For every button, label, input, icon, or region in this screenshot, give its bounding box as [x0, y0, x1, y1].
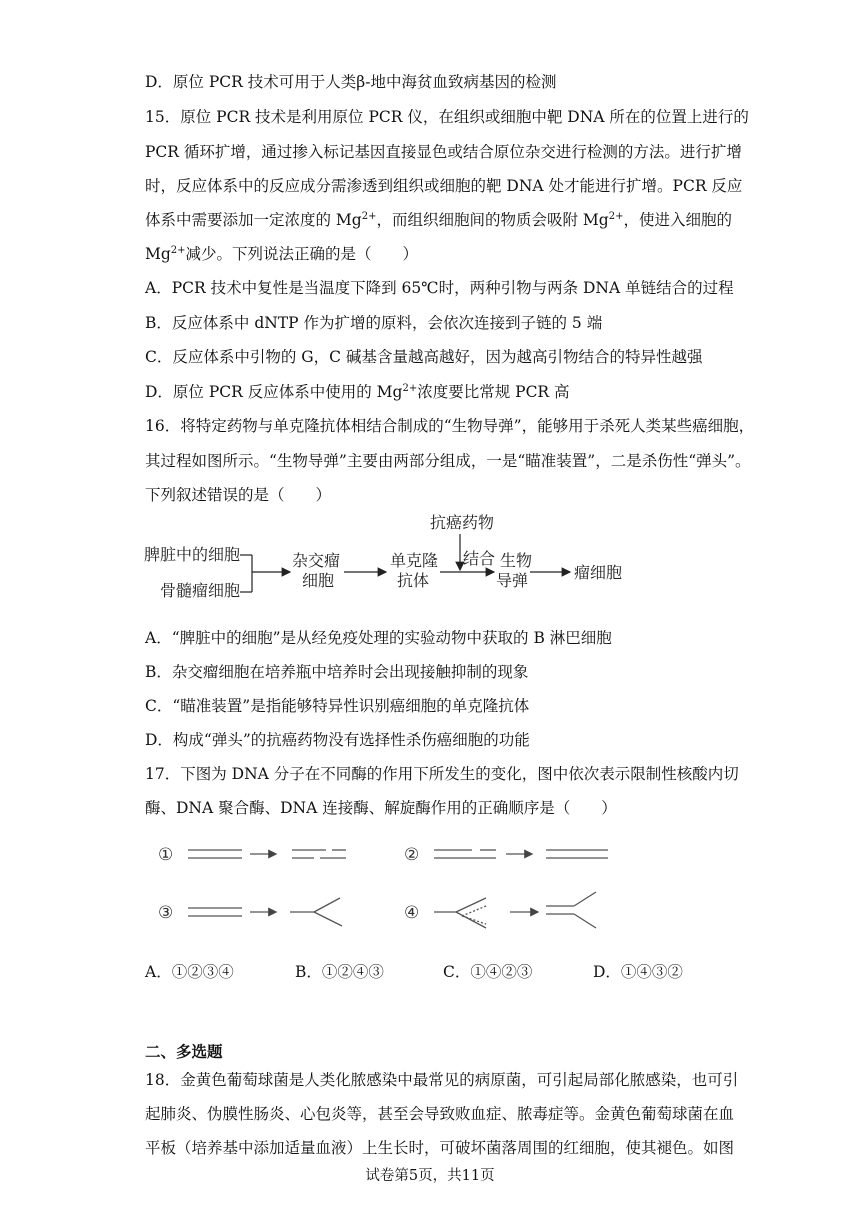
- monoclonal-antibody-label-2: 抗体: [397, 571, 430, 590]
- text-line: PCR 循环扩增，通过掺入标记基因直接显色或结合原位杂交进行检测的方法。进行扩增: [145, 143, 742, 161]
- q15-option: C．反应体系中引物的 G，C 碱基含量越高越好，因为越高引物结合的特异性越强: [145, 348, 703, 366]
- q17-option-c: C．①④②③: [443, 963, 533, 981]
- q16-option: C．“瞄准装置”是指能够特异性识别癌细胞的单克隆抗体: [145, 697, 530, 715]
- q15-question-stem-end: $Mg^{2+}$减少。下列说法正确的是（ ）: [145, 244, 419, 263]
- spleen-cells-label: 脾脏中的细胞: [144, 545, 241, 564]
- q16-option: B．杂交瘤细胞在培养瓶中培养时会出现接触抑制的现象: [145, 663, 529, 681]
- q15-option-d: D．原位 PCR 反应体系中使用的 $Mg^{2+}$浓度要比常规 PCR 高: [145, 382, 570, 401]
- text-line: 15．原位 PCR 技术是利用原位 PCR 仪，在组织或细胞中靶 DNA 所在的位置上进行的: [145, 108, 749, 126]
- tumor-cells-label: 瘤细胞: [574, 563, 623, 582]
- text-line: 16．将特定药物与单克隆抗体相结合制成的“生物导弹”，能够用于杀死人类某些癌细胞，: [145, 417, 755, 435]
- figure-1-label: ①: [158, 845, 174, 865]
- figure-4-label: ④: [404, 903, 420, 923]
- q17-option-d: D．①④③②: [593, 963, 683, 981]
- q15-option: A．PCR 技术中复性是当温度下降到 65℃时，两种引物与两条 DNA 单链结合的过程: [145, 279, 734, 297]
- text-line: 起肺炎、伪膜性肠炎、心包炎等，甚至会导致败血症、脓毒症等。金黄色葡萄球菌在血: [145, 1105, 735, 1123]
- text-line: 时，反应体系中的反应成分需渗透到组织或细胞的靶 DNA 处才能进行扩增。PCR 反应: [145, 177, 743, 195]
- figure-3-label: ③: [158, 903, 174, 923]
- figure-2-label: ②: [404, 845, 420, 865]
- q17-option-b: B．①②④③: [295, 963, 384, 981]
- text-line: 其过程如图所示。“生物导弹”主要由两部分组成，一是“瞄准装置”，二是杀伤性“弹头”。: [145, 452, 751, 470]
- text-line: 平板（培养基中添加适量血液）上生长时，可破坏菌落周围的红细胞，使其褪色。如图: [145, 1139, 735, 1157]
- dna-enzyme-diagram: [150, 836, 630, 936]
- text-line: 下列叙述错误的是（ ）: [145, 486, 332, 504]
- q15-mg-line: 体系中需要添加一定浓度的 $Mg^{2+}$，而组织细胞间的物质会吸附 $Mg^{2+}$，使进入细胞的: [145, 210, 732, 229]
- myeloma-cells-label: 骨髓瘤细胞: [160, 581, 241, 600]
- hybridoma-label-1: 杂交瘤: [292, 551, 341, 570]
- q17-option-a: A．①②③④: [145, 963, 234, 981]
- bio-missile-label-1: 生物: [500, 551, 533, 570]
- text-line: 17．下图为 DNA 分子在不同酶的作用下所发生的变化，图中依次表示限制性核酸内切: [145, 765, 739, 783]
- hybridoma-label-2: 细胞: [302, 571, 335, 590]
- text-line: D．原位 PCR 技术可用于人类β-地中海贫血致病基因的检测: [145, 73, 557, 91]
- monoclonal-antibody-label-1: 单克隆: [390, 551, 439, 570]
- q16-option: A．“脾脏中的细胞”是从经免疫处理的实验动物中获取的 B 淋巴细胞: [145, 629, 612, 647]
- bio-missile-label-2: 导弹: [496, 571, 529, 590]
- section-heading: 二、多选题: [145, 1042, 223, 1061]
- page-footer: 试卷第5页，共11页: [365, 1168, 495, 1184]
- q16-option: D．构成“弹头”的抗癌药物没有选择性杀伤癌细胞的功能: [145, 731, 530, 749]
- text-line: 酶、DNA 聚合酶、DNA 连接酶、解旋酶作用的正确顺序是（ ）: [145, 799, 617, 817]
- text-line: 18．金黄色葡萄球菌是人类化脓感染中最常见的病原菌，可引起局部化脓感染，也可引: [145, 1071, 739, 1089]
- monoclonal-antibody-flow-diagram: [140, 512, 640, 602]
- anticancer-drug-label: 抗癌药物: [430, 513, 495, 532]
- combine-label: 结合: [463, 549, 496, 568]
- q15-option: B．反应体系中 dNTP 作为扩增的原料，会依次连接到子链的 5 端: [145, 314, 603, 332]
